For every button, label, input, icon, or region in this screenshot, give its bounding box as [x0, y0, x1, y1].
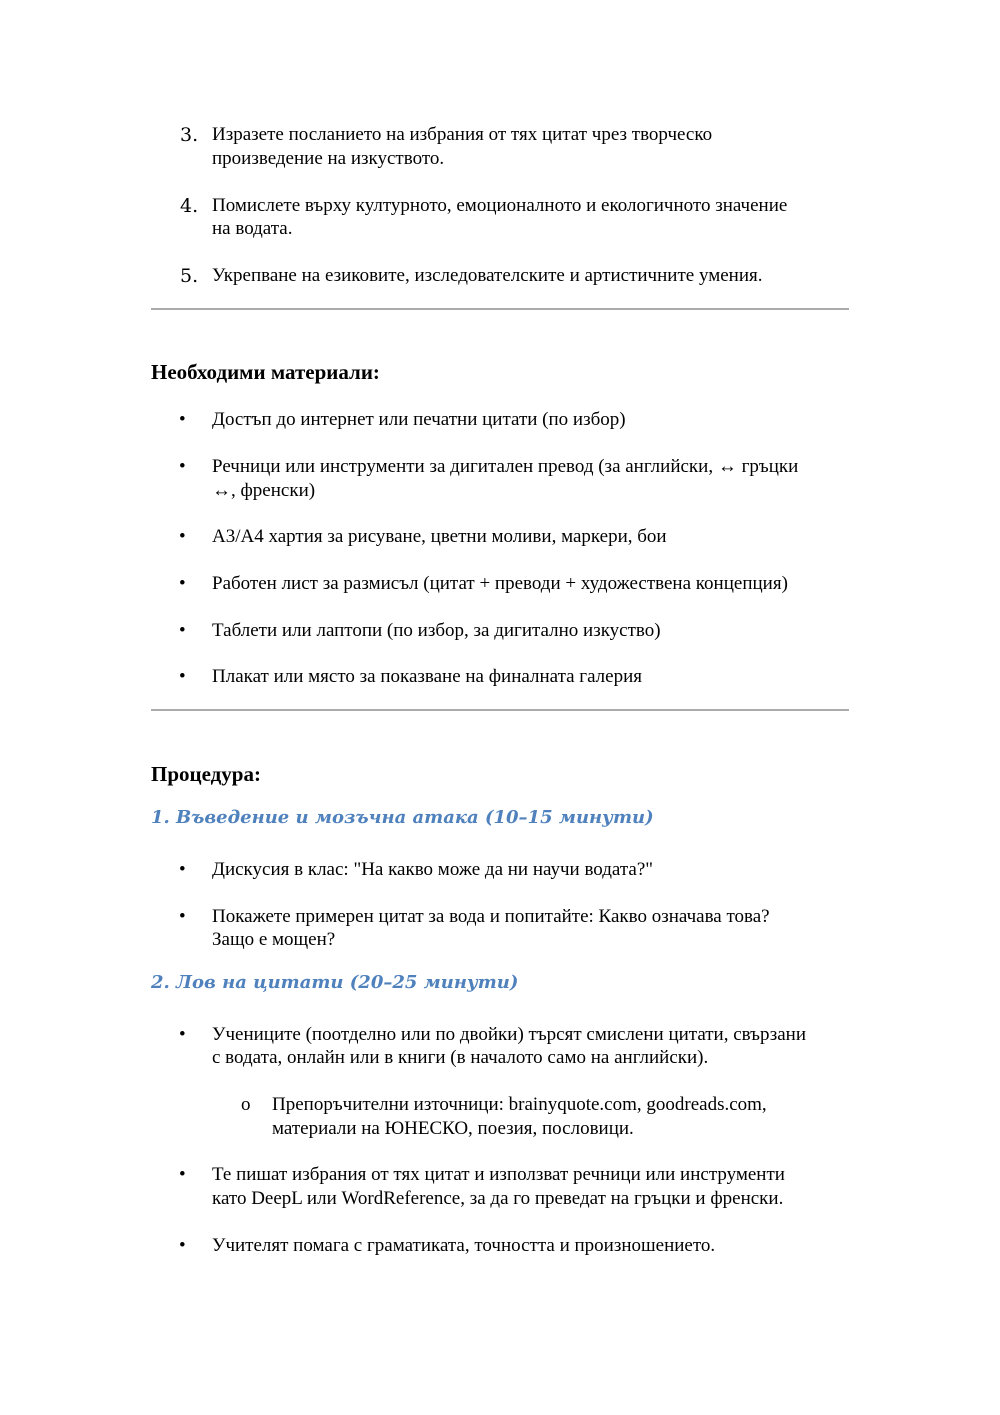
bullet-icon: • [179, 666, 186, 687]
list-number: 3. [180, 124, 199, 146]
list-item-line: Плакат или място за показване на финалната галерия [212, 666, 643, 687]
bullet-icon: • [179, 1024, 186, 1045]
list-item-line: Учителят помага с граматиката, точността и произношението. [212, 1235, 716, 1256]
list-item-line: Укрепване на езиковите, изследователските и артистичните умения. [212, 265, 763, 286]
list-item-line: Изразете посланието на избрания от тях цитат чрез творческо [212, 124, 713, 145]
list-item-line: като DeepL или WordReference, за да го преведат на гръцки и френски. [212, 1188, 784, 1209]
list-item-line: ↔, френски) [212, 480, 316, 501]
list-item-line: произведение на изкуството. [212, 148, 445, 169]
list-item-line: Те пишат избрания от тях цитат и използват речници или инструменти [212, 1164, 785, 1185]
bullet-icon: • [179, 1235, 186, 1256]
list-item-line: Дискусия в клас: "На какво може да ни научи водата?" [212, 859, 654, 880]
bullet-icon: • [179, 859, 186, 880]
section-heading-procedure: Процедура: [151, 762, 261, 786]
bullet-icon: • [179, 1164, 186, 1185]
list-item-line: с водата, онлайн или в книги (в началото само на английски). [212, 1047, 709, 1068]
bullet-icon: • [179, 906, 186, 927]
list-number: 5. [180, 265, 199, 287]
bullet-icon: • [179, 620, 186, 641]
section-heading-materials: Необходими материали: [151, 360, 380, 384]
sub-bullet-icon: o [241, 1094, 251, 1115]
list-item-line: Речници или инструменти за дигитален превод (за английски, ↔ гръцки [212, 456, 799, 477]
list-item-line: Достъп до интернет или печатни цитати (по избор) [212, 409, 626, 430]
bullet-icon: • [179, 573, 186, 594]
horizontal-divider [151, 709, 849, 711]
step-heading-2: 2. Лов на цитати (20–25 минути) [151, 972, 519, 993]
list-item-line: материали на ЮНЕСКО, поезия, пословици. [272, 1118, 634, 1139]
bullet-icon: • [179, 409, 186, 430]
bullet-icon: • [179, 456, 186, 477]
list-item-line: Препоръчителни източници: brainyquote.com, goodreads.com, [272, 1094, 767, 1115]
list-item-line: Защо е мощен? [212, 929, 336, 950]
list-item-line: Таблети или лаптопи (по избор, за дигитално изкуство) [212, 620, 661, 641]
horizontal-divider [151, 308, 849, 310]
step-heading-1: 1. Въведение и мозъчна атака (10–15 минути) [151, 807, 654, 828]
list-item-line: A3/A4 хартия за рисуване, цветни моливи, маркери, бои [212, 526, 667, 547]
list-item-line: Учениците (поотделно или по двойки) търсят смислени цитати, свързани [212, 1024, 806, 1045]
list-item-line: на водата. [212, 218, 293, 239]
list-item-line: Работен лист за размисъл (цитат + преводи + художествена концепция) [212, 573, 788, 594]
list-item-line: Покажете примерен цитат за вода и попитайте: Какво означава това? [212, 906, 770, 927]
list-number: 4. [180, 195, 199, 217]
bullet-icon: • [179, 526, 186, 547]
list-item-line: Помислете върху културното, емоционалното и екологичното значение [212, 195, 788, 216]
